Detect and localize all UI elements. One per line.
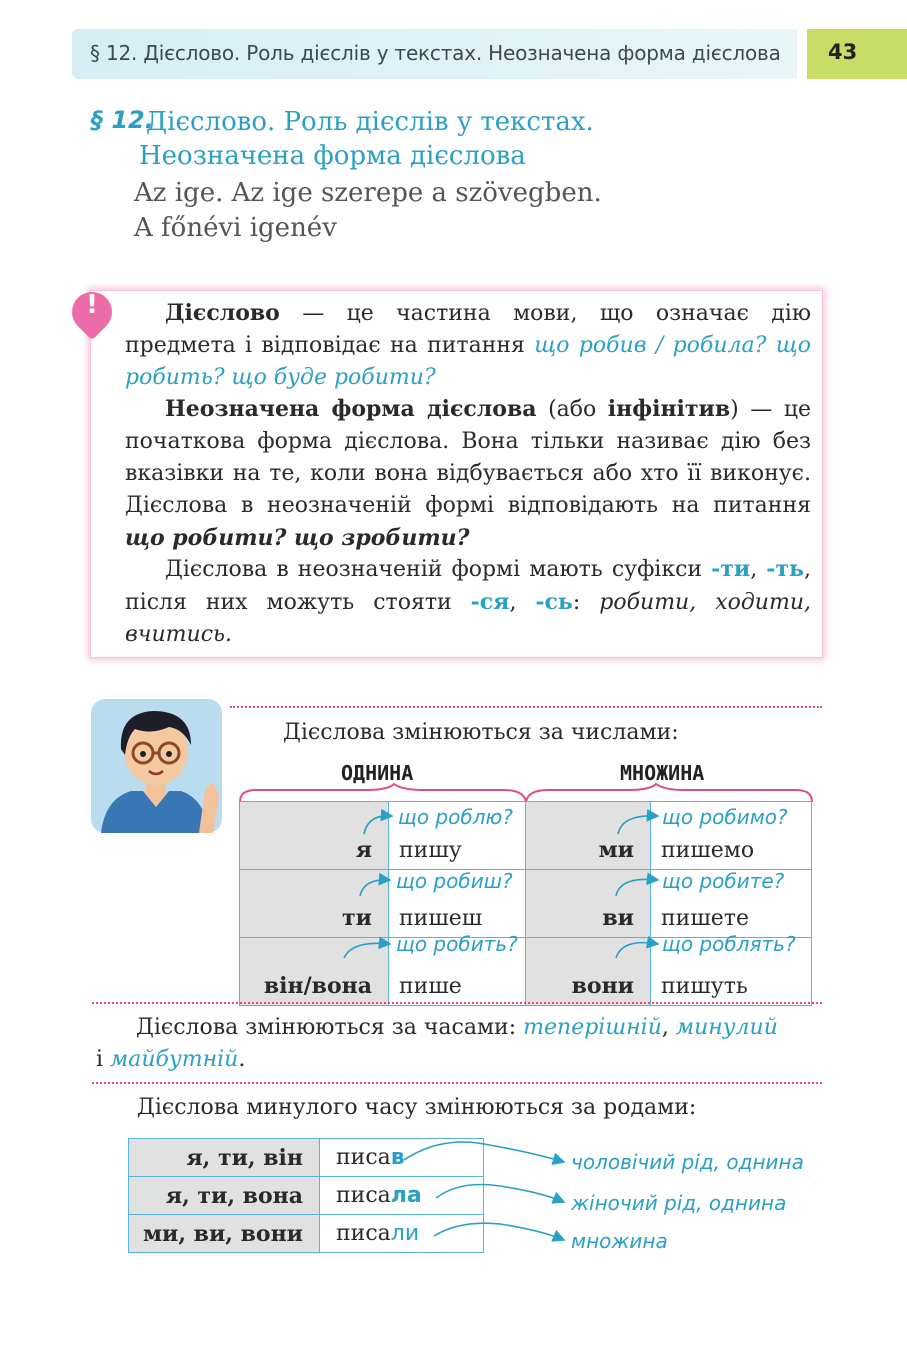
hungarian-title-line2: A főnévi igenév: [134, 213, 337, 243]
tense-past: минулий: [675, 1015, 778, 1040]
pronoun-cell: я, ти, вона: [129, 1177, 320, 1215]
question-label: що роблю?: [398, 805, 513, 829]
verb-ending: ла: [390, 1183, 422, 1208]
pronoun-cell: ти: [240, 870, 389, 938]
plural-header: МНОЖИНА: [620, 761, 705, 785]
term-infinitive: інфінітив: [607, 396, 731, 422]
examples: робити, ходити, вчитись.: [125, 590, 811, 647]
punct: .: [238, 1047, 246, 1072]
verb-ending: ли: [390, 1221, 420, 1246]
verb-cell: пишете: [651, 870, 812, 938]
gender-label: жіночий рід, однина: [571, 1191, 787, 1215]
tense-future: майбутній: [110, 1047, 239, 1072]
exclamation-mark: !: [86, 290, 98, 320]
punct: ,: [509, 590, 536, 615]
punct: ,: [661, 1015, 676, 1040]
infinitive-questions: що робити? що зробити?: [125, 525, 470, 551]
running-title: § 12. Дієслово. Роль дієслів у текстах. Неозначена форма дієслова: [90, 41, 781, 65]
gender-label: чоловічий рід, однина: [571, 1150, 804, 1174]
tense-present: теперішній: [523, 1015, 662, 1040]
gender-label: множина: [571, 1229, 668, 1253]
rule-paragraph-1: [125, 297, 811, 394]
pronoun-cell: ми, ви, вони: [129, 1215, 320, 1253]
singular-header: ОДНИНА: [341, 761, 414, 785]
boy-icon: [91, 699, 222, 833]
pronoun-cell: я, ти, він: [129, 1139, 320, 1177]
suffix: -ть: [766, 556, 804, 582]
dotted-divider: [92, 1082, 822, 1084]
tense-paragraph: [96, 1012, 816, 1076]
rule-text: , після них можуть стояти: [125, 557, 811, 615]
number-caption: Дієслова змінюються за числами:: [283, 720, 679, 745]
verb-cell: пишуть: [651, 938, 812, 1006]
pronoun-cell: ми: [526, 802, 651, 870]
verb-stem: писа: [336, 1221, 391, 1246]
rule-text: (або: [536, 397, 608, 422]
question-label: що робить?: [396, 932, 518, 956]
term-verb: Дієслово: [165, 300, 280, 326]
suffix: -ти: [711, 556, 751, 582]
dotted-divider: [230, 706, 822, 708]
punct: :: [572, 590, 600, 615]
tense-text: і: [96, 1047, 111, 1072]
section-title-line1: Дієслово. Роль дієслів у текстах.: [146, 107, 594, 137]
rule-paragraph-2: [125, 393, 811, 555]
verb-cell: пишемо: [651, 802, 812, 870]
pronoun-cell: я: [240, 802, 389, 870]
verb-cell: пишеш: [389, 870, 526, 938]
suffix: -сь: [535, 589, 573, 615]
question-words: що робив / робила? що робить? що буде робити?: [125, 333, 811, 390]
boy-illustration: [91, 699, 222, 833]
question-label: що робиш?: [396, 869, 513, 893]
pronoun-cell: він/вона: [240, 938, 389, 1006]
rule-text: ) — це початкова форма дієслова. Вона тільки називає дію без вказівки на те, коли вона відбувається або хто її виконує. Дієслова в неозначеній формі відповідають на питання: [125, 397, 811, 518]
section-mark: § 12.: [91, 106, 154, 134]
gender-arrows: [400, 1136, 570, 1256]
question-arrows: [330, 800, 670, 970]
term-infinitive-form: Неозначена форма дієслова: [165, 396, 537, 422]
page-number: 43: [828, 40, 858, 64]
gender-caption: Дієслова минулого часу змінюються за родами:: [137, 1095, 697, 1120]
section-title-line2: Неозначена форма дієслова: [139, 141, 526, 171]
rule-text: — це частина мови, що означає дію предмета і відповідає на питання: [125, 301, 811, 358]
pronoun-cell: ви: [526, 870, 651, 938]
verb-cell: пише: [389, 938, 526, 1006]
punct: ,: [750, 557, 767, 582]
suffix: -ся: [470, 589, 510, 615]
verb-stem: писа: [336, 1145, 391, 1170]
hungarian-title-line1: Az ige. Az ige szerepe a szövegben.: [134, 178, 602, 208]
rule-text: Дієслова в неозначеній формі мають суфікси: [165, 557, 712, 582]
question-label: що робите?: [662, 869, 785, 893]
verb-cell: пишу: [389, 802, 526, 870]
verb-ending: в: [390, 1145, 405, 1170]
pronoun-cell: вони: [526, 938, 651, 1006]
question-label: що роблять?: [662, 932, 796, 956]
verb-stem: писа: [336, 1183, 391, 1208]
tense-text: Дієслова змінюються за часами:: [136, 1015, 524, 1040]
dotted-divider: [92, 1002, 822, 1004]
rule-paragraph-3: [125, 553, 811, 651]
question-label: що робимо?: [662, 805, 788, 829]
